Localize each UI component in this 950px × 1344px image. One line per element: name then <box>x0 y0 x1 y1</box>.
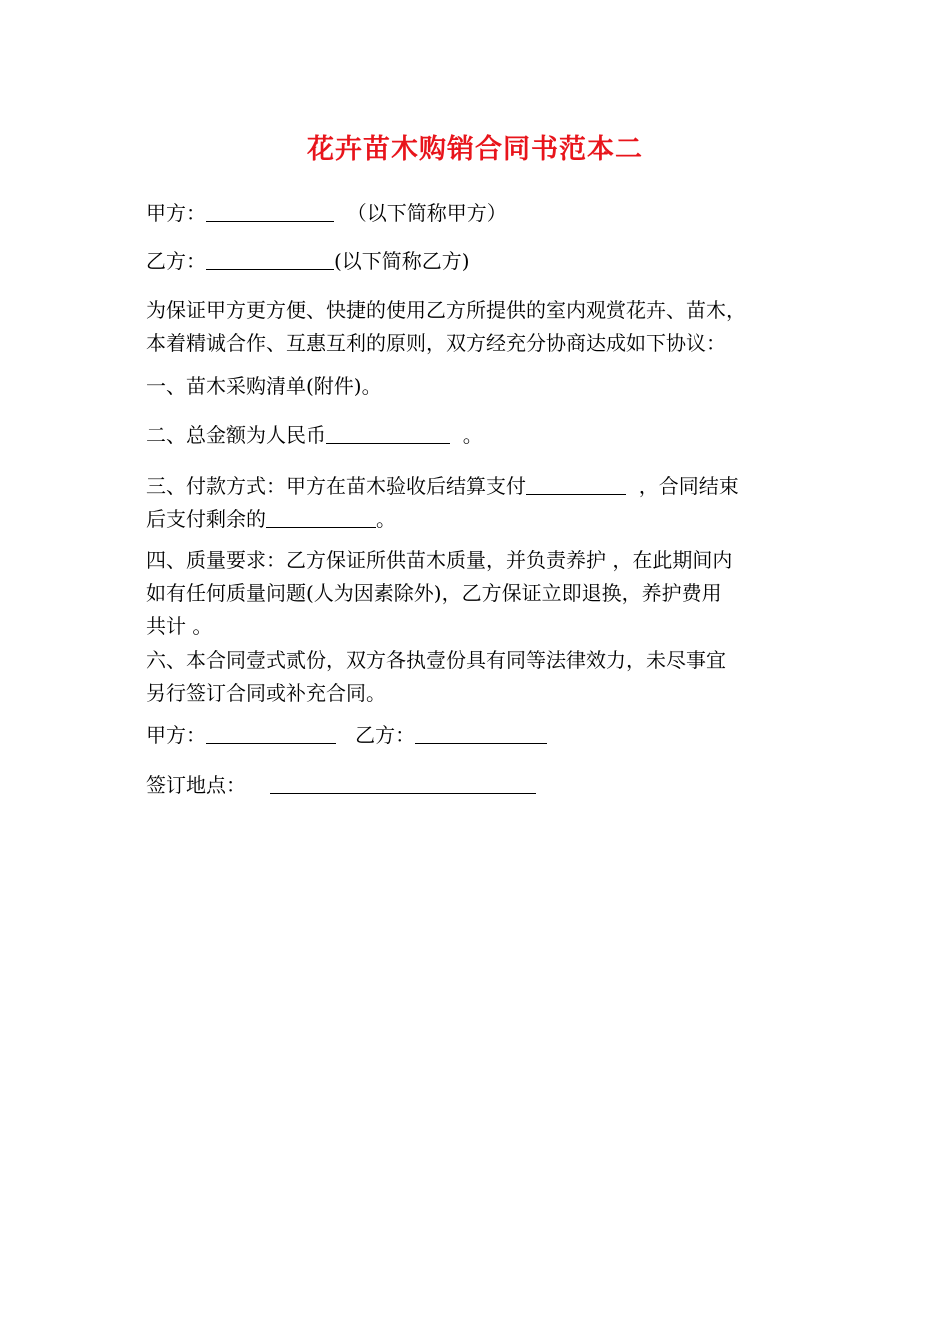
party-b-label: 乙方： <box>146 249 206 273</box>
clause-3 <box>146 470 826 536</box>
sign-place-label: 签订地点： <box>146 773 246 797</box>
amount-blank <box>326 423 450 444</box>
sign-place-line <box>146 769 816 802</box>
clause-4-line-3: 共计 。 <box>146 614 213 638</box>
clause-2-prefix: 二、总金额为人民币 <box>146 423 326 447</box>
signature-party-a-label: 甲方： <box>146 723 206 747</box>
clause-3-middle: ，合同结束 <box>638 474 739 498</box>
clause-4 <box>146 544 826 643</box>
clause-3-line-1 <box>146 470 826 503</box>
clause-2 <box>146 419 816 452</box>
sign-place-blank <box>270 773 536 794</box>
party-b-blank <box>206 249 334 270</box>
party-a-line <box>146 197 816 230</box>
clause-6-line-1: 六、本合同壹式贰份，双方各执壹份具有同等法律效力，未尽事宜 <box>146 648 726 672</box>
party-b-line <box>146 245 816 278</box>
intro-line-2: 本着精诚合作、互惠互利的原则，双方经充分协商达成如下协议： <box>146 331 726 355</box>
clause-3-prefix: 三、付款方式：甲方在苗木验收后结算支付 <box>146 474 526 498</box>
signature-party-a-blank <box>206 723 336 744</box>
document-title: 花卉苗木购销合同书范本二 <box>307 134 643 165</box>
intro-paragraph <box>146 294 826 360</box>
party-a-label: 甲方： <box>146 201 206 225</box>
payment-blank <box>526 474 626 495</box>
signature-party-b-label: 乙方： <box>355 723 416 747</box>
clause-4-line-2: 如有任何质量问题(人为因素除外)，乙方保证立即退换，养护费用 <box>146 581 722 605</box>
clause-4-line-1: 四、质量要求：乙方保证所供苗木质量，并负责养护 ，在此期间内 <box>146 548 733 572</box>
party-a-suffix: （以下简称甲方） <box>346 201 507 225</box>
party-b-suffix: (以下简称乙方) <box>334 249 470 273</box>
party-a-blank <box>206 201 334 222</box>
clause-2-suffix: 。 <box>462 423 483 447</box>
clause-6-line-2: 另行签订合同或补充合同。 <box>146 681 386 705</box>
signature-party-b-blank <box>415 723 547 744</box>
signature-line <box>146 719 816 752</box>
intro-line-1: 为保证甲方更方便、快捷的使用乙方所提供的室内观赏花卉、苗木， <box>146 298 746 322</box>
clause-6 <box>146 644 826 710</box>
remaining-blank <box>266 507 376 528</box>
clause-1: 一、苗木采购清单(附件)。 <box>146 374 382 398</box>
clause-3-line2-suffix: 。 <box>376 507 396 531</box>
clause-3-line-2 <box>146 503 826 536</box>
clause-3-line2-prefix: 后支付剩余的 <box>146 507 266 531</box>
